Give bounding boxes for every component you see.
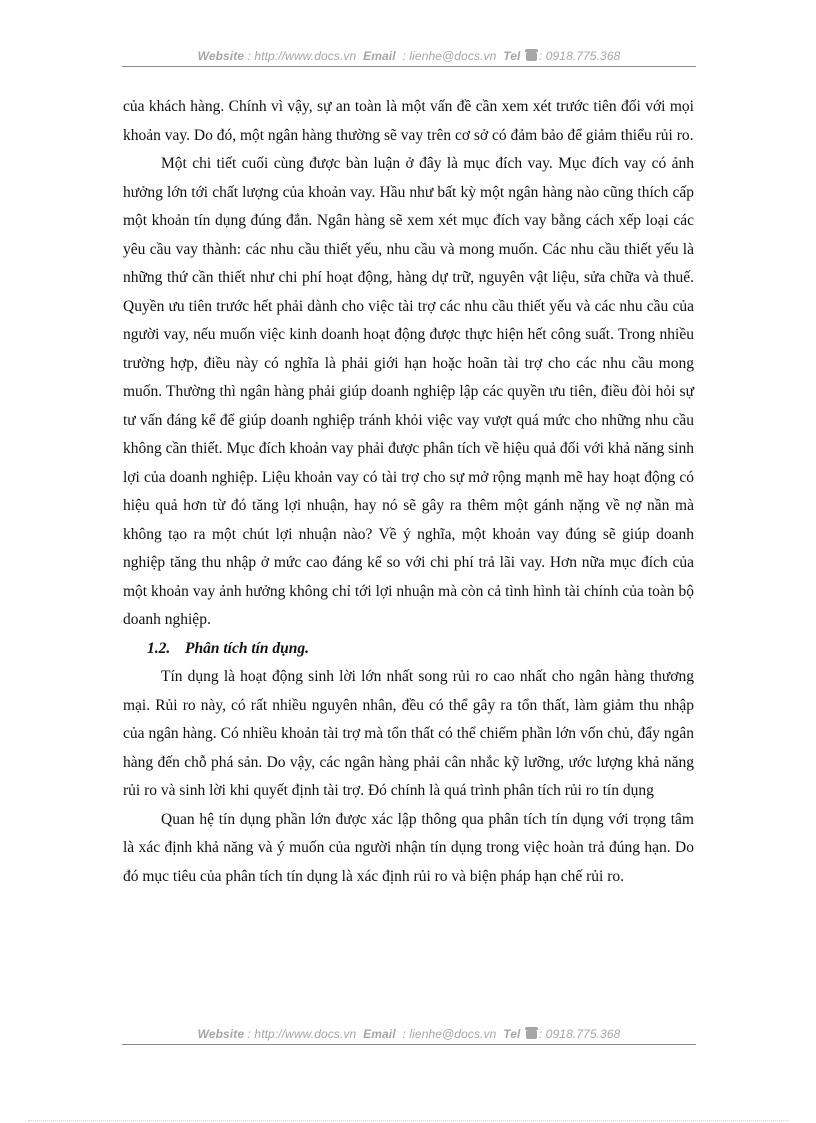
header-website-url[interactable]: : http://www.docs.vn — [247, 49, 357, 63]
footer-website-url[interactable]: : http://www.docs.vn — [247, 1027, 357, 1041]
telephone-icon — [526, 1030, 537, 1039]
page-edge-divider — [28, 1120, 788, 1121]
header-website-label: Website — [197, 49, 245, 63]
header-email-value[interactable]: : lienhe@docs.vn — [402, 49, 497, 63]
footer-email-value[interactable]: : lienhe@docs.vn — [402, 1027, 497, 1041]
footer-email-label: Email — [363, 1027, 396, 1041]
document-body — [123, 93, 694, 891]
page-header — [122, 48, 696, 67]
section-title: Phân tích tín dụng. — [185, 639, 310, 657]
paragraph-1: của khách hàng. Chính vì vậy, sự an toàn là một vấn đề cần xem xét trước tiên đối với mọi khoản vay. Do đó, một ngân hàng thường sẽ vay trên cơ sở có đảm bảo để giảm thiểu rủi ro. — [123, 98, 694, 144]
paragraph-4: Quan hệ tín dụng phần lớn được xác lập thông qua phân tích tín dụng với trọng tâm là xác định khả năng và ý muốn của người nhận tín dụng trong việc hoàn trả đúng hạn. Do đó mục tiêu của phân tích tín dụng là xác định rủi ro và biện pháp hạn chế rủi ro. — [123, 810, 694, 885]
header-email-label: Email — [363, 49, 396, 63]
section-number: 1.2. — [147, 639, 171, 657]
page-footer — [122, 1026, 696, 1045]
header-tel-value: : 0918.775.368 — [538, 49, 621, 63]
footer-tel-label: Tel — [503, 1027, 521, 1041]
paragraph-2: Một chi tiết cuối cùng được bàn luận ở đây là mục đích vay. Mục đích vay có ảnh hưởng lớn tới chất lượng của khoản vay. Hầu như bất kỳ một ngân hàng nào cũng thích cấp một khoản tín dụng đúng đắn. Ngân hàng sẽ xem xét mục đích vay bằng cách xếp loại các yêu cầu vay thành: các nhu cầu thiết yếu, nhu cầu và mong muốn. Các nhu cầu thiết yếu là những thứ cần thiết như chi phí hoạt động, hàng dự trữ, nguyên vật liệu, sửa chữa và thuế. Quyền ưu tiên trước hết phải dành cho việc tài trợ các nhu cầu thiết yếu và các nhu cầu của người vay, nếu muốn việc kinh doanh hoạt động được thực hiện hết công suất. Trong nhiều trường hợp, điều này có nghĩa là phải giới hạn hoặc hoãn tài trợ cho các nhu cầu mong muốn. Thường thì ngân hàng phải giúp doanh nghiệp lập các quyền ưu tiên, điều đòi hỏi sự tư vấn đáng kể để giúp doanh nghiệp tránh khỏi việc vay vượt quá mức cho những nhu cầu không cần thiết. Mục đích khoản vay phải được phân tích về hiệu quả đối với khả năng sinh lợi của doanh nghiệp. Liệu khoản vay có tài trợ cho sự mở rộng mạnh mẽ hay hoạt động có hiệu quả hơn từ đó tăng lợi nhuận, hay nó sẽ gây ra thêm một gánh nặng về nợ nần mà không tạo ra một chút lợi nhuận nào? Về ý nghĩa, một khoản vay đúng sẽ giúp doanh nghiệp tăng thu nhập ở mức cao đáng kể so với chi phí trả lãi vay. Hơn nữa mục đích của một khoản vay ảnh hưởng không chỉ tới lợi nhuận mà còn cả tình hình tài chính của toàn bộ doanh nghiệp. — [123, 155, 694, 628]
footer-tel-value: : 0918.775.368 — [538, 1027, 621, 1041]
paragraph-3: Tín dụng là hoạt động sinh lời lớn nhất song rủi ro cao nhất cho ngân hàng thương mại. Rủi ro này, có rất nhiều nguyên nhân, đều có thể gây ra tổn thất, làm giảm thu nhập của ngân hàng. Có nhiều khoản tài trợ mà tổn thất có thể chiếm phần lớn vốn chủ, đẩy ngân hàng đến chỗ phá sản. Do vậy, các ngân hàng phải cân nhắc kỹ lưỡng, ước lượng khả năng rủi ro và sinh lời khi quyết định tài trợ. Đó chính là quá trình phân tích rủi ro tín dụng — [123, 668, 694, 799]
telephone-icon — [526, 52, 537, 61]
header-tel-label: Tel — [503, 49, 521, 63]
section-heading — [123, 635, 694, 664]
footer-website-label: Website — [197, 1027, 245, 1041]
